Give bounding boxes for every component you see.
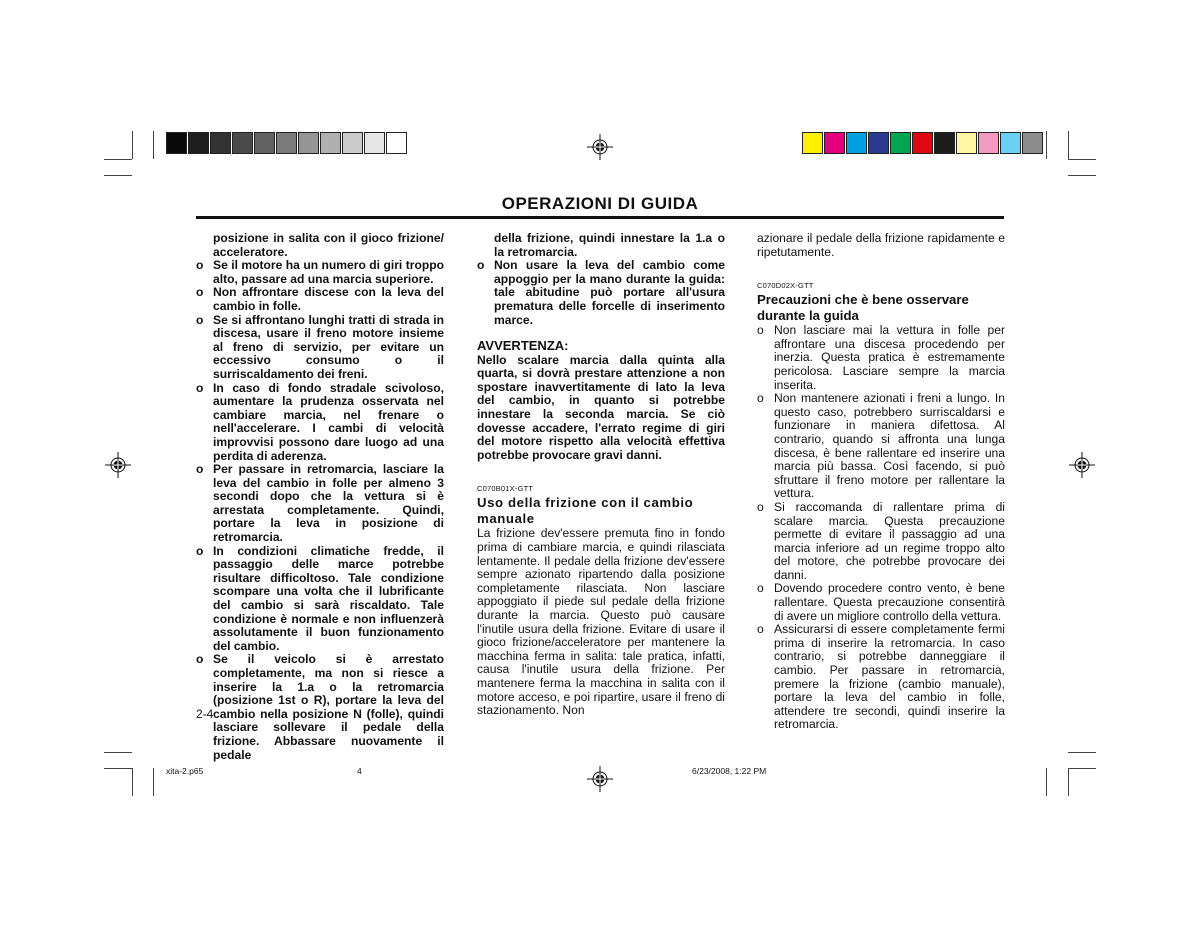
bullet-marker: o <box>196 258 204 273</box>
bullet-marker: o <box>196 380 204 395</box>
list-item <box>196 314 444 382</box>
footer-page: 4 <box>357 766 362 776</box>
list-item-text: Se si affrontano lunghi tratti di strada in discesa, usare il freno motore insieme al freno di servizio, per evitare un eccessivo consumo o il surriscaldamento dei freni. <box>213 312 444 381</box>
list-item <box>196 545 444 654</box>
continued-text: posizione in salita con il gioco frizione/ acceleratore. <box>213 231 444 259</box>
continued-text: della frizione, quindi innestare la 1.a o la retromarcia. <box>494 231 725 259</box>
column-2 <box>477 232 725 718</box>
crop-mark <box>1046 131 1047 159</box>
crop-mark <box>132 131 133 159</box>
warning-text: Nello scalare marcia dalla quinta alla quarta, si dovrà prestare attenzione a non spostare inavvertitamente di lato la leva del cambio, in quanto si potrebbe innestare la seconda marcia. Se ciò dovesse accadere, l'errato regime di giri del motore rispetto alla velocità effettiva potrebbe provocare gravi danni. <box>477 352 725 462</box>
bullet-marker: o <box>757 391 764 406</box>
color-swatch <box>934 132 955 154</box>
color-swatch <box>232 132 253 154</box>
crop-mark <box>1068 175 1096 176</box>
crop-mark <box>104 752 132 753</box>
footer-filename: xita-2.p65 <box>166 766 204 776</box>
section-title: Precauzioni che è bene osservare durante la guida <box>757 292 969 324</box>
color-swatch <box>912 132 933 154</box>
color-swatch <box>890 132 911 154</box>
bullet-marker: o <box>196 312 204 327</box>
bullet-marker: o <box>757 323 764 338</box>
list-item-text: Si raccomanda di rallentare prima di scalare marcia. Questa precauzione permette di evitare il passaggio ad una marcia inferiore ad un regime troppo alto del motore, che potrebbe provocare dei danni. <box>774 499 1005 582</box>
list-item <box>196 382 444 464</box>
bullet-marker: o <box>757 581 764 596</box>
registration-mark-icon <box>1069 452 1095 478</box>
continued-text: azionare il pedale della frizione rapidamente e ripetutamente. <box>757 231 1005 259</box>
list-item <box>757 392 1005 501</box>
list-item-text: Per passare in retromarcia, lasciare la leva del cambio in folle per almeno 3 secondi dopo che la vettura si è arrestata completamente. Quindi, portare la leva in posizione di retromarcia. <box>213 462 444 545</box>
list-item <box>196 463 444 545</box>
color-swatch <box>342 132 363 154</box>
color-swatch <box>320 132 341 154</box>
color-swatch <box>824 132 845 154</box>
list-item <box>757 623 1005 732</box>
color-swatch <box>166 132 187 154</box>
registration-mark-icon <box>105 452 131 478</box>
color-calibration-bar <box>802 132 1044 154</box>
list-item-text: Assicurarsi di essere completamente fermi prima di inserire la retromarcia. In caso contrario, si potrebbe danneggiare il cambio. Per passare in retromarcia, premere la frizione (cambio manuale), portare la leva del cambio in folle, attendere tre secondi, quindi inserire la retromarcia. <box>774 622 1005 732</box>
bullet-list <box>196 259 444 762</box>
color-swatch <box>956 132 977 154</box>
grayscale-calibration-bar <box>166 132 408 154</box>
color-swatch <box>846 132 867 154</box>
color-swatch <box>210 132 231 154</box>
color-swatch <box>276 132 297 154</box>
list-item <box>477 259 725 327</box>
color-swatch <box>1022 132 1043 154</box>
crop-mark <box>1068 768 1069 796</box>
crop-mark <box>1068 768 1096 769</box>
column-3 <box>757 232 1005 732</box>
section-text: La frizione dev'essere premuta fino in fondo prima di cambiare marcia, e quindi rilasciata lentamente. Il pedale della frizione dev'essere sempre azionato ripartendo dalla posizione completamente rilasciata. Non lasciare appoggiato il piede sul pedale della frizione durante la marcia. Questo può causare l'inutile usura della frizione. Evitare di usare il gioco frizione/acceleratore per mantenere la macchina ferma in salita: tale pratica, infatti, causa l'inutile usura della frizione. Per mantenere ferma la macchina in salita con il motore acceso, e poi ripartire, usare il freno di stazionamento. Non <box>477 526 725 718</box>
crop-mark <box>104 175 132 176</box>
list-item <box>757 324 1005 392</box>
warning-title: AVVERTENZA: <box>477 338 569 354</box>
list-item-text: Non mantenere azionati i freni a lungo. In questo caso, potrebbero surriscaldarsi e funzionare in maniera difettosa. Al contrario, quando si affronta una lunga discesa, è bene rallentare ed inserire una marcia più bassa. Così facendo, si può sfruttare il freno motore per rallentare la vettura. <box>774 391 1005 501</box>
crop-mark <box>153 131 154 159</box>
crop-mark <box>1068 159 1096 160</box>
bullet-marker: o <box>196 543 204 558</box>
list-item <box>196 286 444 313</box>
list-item-text: Non usare la leva del cambio come appoggio per la mano durante la guida: tale abitudine può portare all'usura prematura delle forcelle di inserimento marce. <box>494 258 725 327</box>
list-item-text: In caso di fondo stradale scivoloso, aumentare la prudenza osservata nel cambiare marcia, nel frenare o nell'accelerare. I cambi di velocità improvvisi possono dare luogo ad una perdita di aderenza. <box>213 380 444 463</box>
section-code: C070D02X-GTT <box>757 281 814 291</box>
page-number: 2-4 <box>196 707 214 721</box>
list-item <box>757 501 1005 583</box>
color-swatch <box>802 132 823 154</box>
list-item-text: Non lasciare mai la vettura in folle per affrontare una discesa procedendo per inerzia. Questa pratica è estremamente pericolosa. Lasciare sempre la marcia inserita. <box>774 323 1005 392</box>
section-title: Uso della frizione con il cambio manuale <box>477 495 694 527</box>
list-item-text: Se il veicolo si è arrestato completamente, ma non si riesce a inserire la 1.a o la retromarcia (posizione 1st o R), portare la leva del cambio nella posizione N (folle), quindi lasciare sollevare il pedale della frizione. Abbassare nuovamente il pedale <box>213 652 444 762</box>
bullet-marker: o <box>196 652 204 667</box>
color-swatch <box>254 132 275 154</box>
bullet-marker: o <box>196 285 204 300</box>
list-item <box>757 582 1005 623</box>
title-rule <box>196 216 1004 219</box>
crop-mark <box>1068 752 1096 753</box>
list-item-text: Dovendo procedere contro vento, è bene rallentare. Questa precauzione consentirà di avere un migliore controllo della vettura. <box>774 581 1005 623</box>
color-swatch <box>386 132 407 154</box>
registration-mark-icon <box>587 134 613 160</box>
crop-mark <box>1068 131 1069 159</box>
list-item-text: Non affrontare discese con la leva del cambio in folle. <box>213 285 444 313</box>
color-swatch <box>1000 132 1021 154</box>
page-title: OPERAZIONI DI GUIDA <box>501 194 699 213</box>
crop-mark <box>132 768 133 796</box>
list-item <box>196 653 444 762</box>
color-swatch <box>868 132 889 154</box>
bullet-marker: o <box>477 258 485 273</box>
list-item-text: Se il motore ha un numero di giri troppo alto, passare ad una marcia superiore. <box>213 258 444 286</box>
crop-mark <box>104 159 132 160</box>
bullet-marker: o <box>757 499 764 514</box>
color-swatch <box>978 132 999 154</box>
footer-date: 6/23/2008, 1:22 PM <box>692 766 767 776</box>
bullet-marker: o <box>196 462 204 477</box>
color-swatch <box>364 132 385 154</box>
registration-mark-icon <box>587 766 613 792</box>
column-1 <box>196 232 444 762</box>
list-item-text: In condizioni climatiche fredde, il passaggio delle marce potrebbe risultare difficoltoso. Tale condizione scompare una volta che il lubrificante del cambio si sarà riscaldato. Tale condizione è normale e non influenzerà assolutamente il buon funzionamento del cambio. <box>213 543 444 653</box>
color-swatch <box>298 132 319 154</box>
crop-mark <box>1046 768 1047 796</box>
crop-mark <box>153 768 154 796</box>
bullet-marker: o <box>757 622 764 637</box>
crop-mark <box>104 768 132 769</box>
section-code: C070B01X-GTT <box>477 484 534 494</box>
list-item <box>196 259 444 286</box>
bullet-list <box>477 259 725 327</box>
color-swatch <box>188 132 209 154</box>
bullet-list <box>757 324 1005 732</box>
